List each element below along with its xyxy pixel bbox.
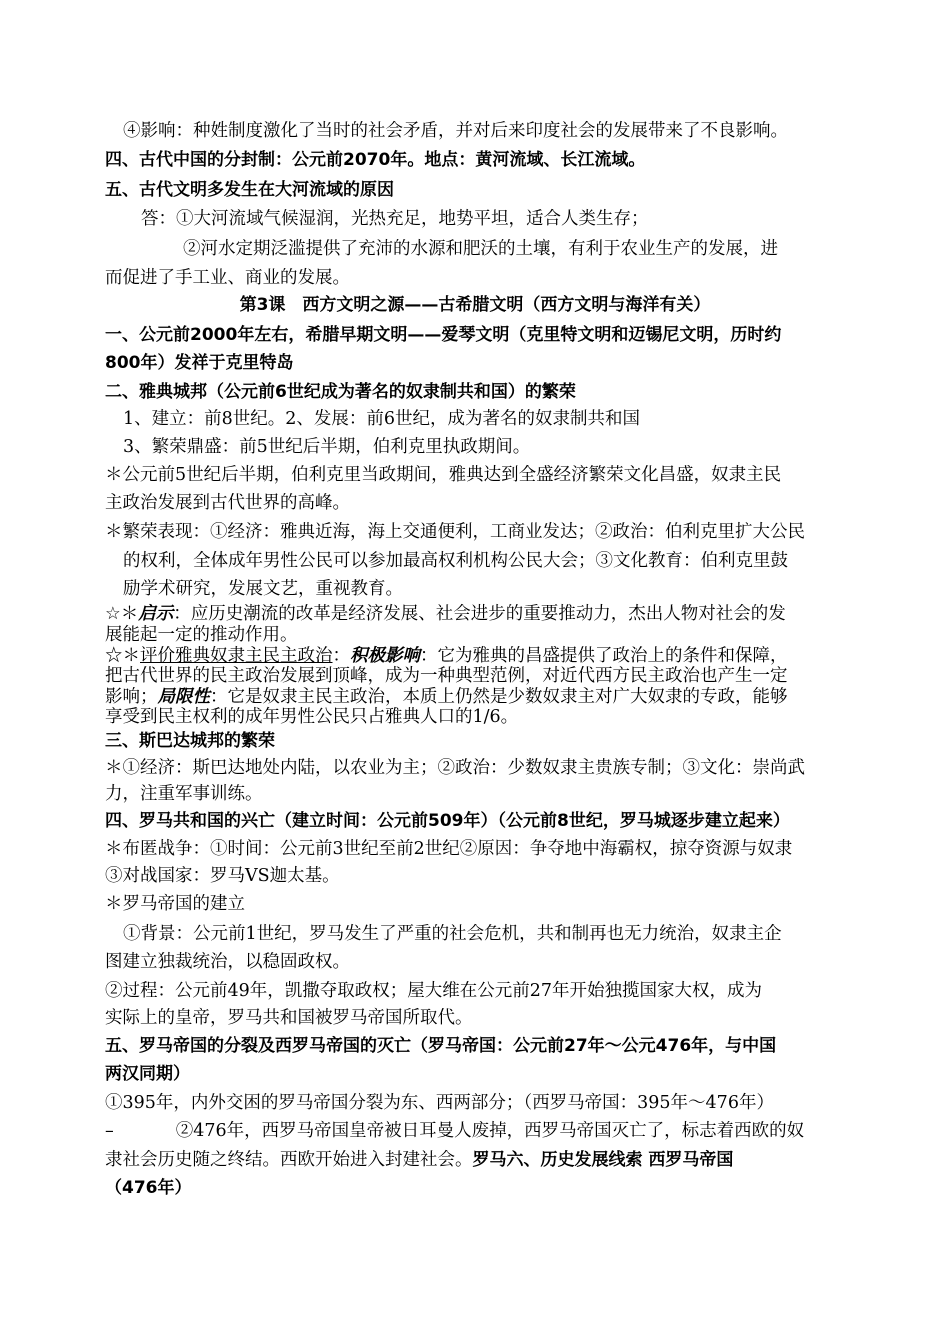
star-marker: ☆＊: [105, 646, 140, 666]
text-line: 励学术研究，发展文艺，重视教育。: [123, 579, 403, 599]
text-line: 图建立独裁统治，以稳固政权。: [105, 952, 350, 972]
inline-text: ②476年，西罗马帝国皇帝被日耳曼人废掉，西罗马帝国灭亡了，标志着西欧的奴: [175, 1121, 805, 1141]
text-line: ①395年，内外交困的罗马帝国分裂为东、西两部分；（西罗马帝国：395年～476年）: [105, 1093, 774, 1113]
text-line: ③对战国家：罗马VS迦太基。: [105, 866, 340, 886]
text-line: 把古代世界的民主政治发展到顶峰，成为一种典型范例，对近代西方民主政治也产生一定: [105, 666, 788, 686]
section-heading: 二、雅典城邦（公元前6世纪成为著名的奴隶制共和国）的繁荣: [105, 382, 576, 402]
inline-text: ：: [332, 646, 350, 666]
text-line: ＊繁荣表现：①经济：雅典近海，海上交通便利，工商业发达；②政治：伯利克里扩大公民: [105, 522, 805, 542]
section-heading: 五、罗马帝国的分裂及西罗马帝国的灭亡（罗马帝国：公元前27年～公元476年，与中国: [105, 1036, 777, 1056]
text-line: ＊①经济：斯巴达地处内陆，以农业为主；②政治：少数奴隶主贵族专制；③文化：崇尚武: [105, 758, 805, 778]
section-heading: 800年）发祥于克里特岛: [105, 353, 294, 373]
dash-marker: –: [105, 1121, 114, 1141]
text-line: 答：①大河流域气候湿润，光热充足，地势平坦，适合人类生存；: [141, 209, 649, 229]
text-line: 1、建立：前8世纪。2、发展：前6世纪，成为著名的奴隶制共和国: [123, 409, 641, 429]
text-line: 而促进了手工业、商业的发展。: [105, 268, 350, 288]
text-line: [105, 1147, 733, 1173]
lesson-title: 第3课 西方文明之源——古希腊文明（西方文明与海洋有关）: [239, 295, 711, 315]
inline-text: 影响；: [105, 687, 158, 707]
section-heading: 三、斯巴达城邦的繁荣: [105, 731, 275, 751]
inline-text: ：应历史潮流的改革是经济发展、社会进步的重要推动力，杰出人物对社会的发: [173, 604, 786, 624]
inline-label: 积极影响: [350, 646, 420, 666]
text-line: 展能起一定的推动作用。: [105, 625, 298, 645]
inline-text: 隶社会历史随之终结。西欧开始进入封建社会。: [105, 1150, 473, 1170]
text-line: 实际上的皇帝，罗马共和国被罗马帝国所取代。: [105, 1008, 473, 1028]
section-heading: 五、古代文明多发生在大河流域的原因: [105, 180, 394, 200]
text-line: ＊罗马帝国的建立: [105, 894, 245, 914]
text-line: ②过程：公元前49年，凯撒夺取政权；屋大维在公元前27年开始独揽国家大权，成为: [105, 981, 763, 1001]
text-line: ＊公元前5世纪后半期，伯利克里当政期间，雅典达到全盛经济繁荣文化昌盛，奴隶主民: [105, 465, 782, 485]
inline-text: ：它是奴隶主民主政治，本质上仍然是少数奴隶主对广大奴隶的专政，能够: [210, 687, 788, 707]
text-line: 3、繁荣鼎盛：前5世纪后半期，伯利克里执政期间。: [123, 437, 531, 457]
text-line: ＊布匿战争：①时间：公元前3世纪至前2世纪②原因：争夺地中海霸权，掠夺资源与奴隶: [105, 839, 793, 859]
text-line: 力，注重军事训练。: [105, 784, 263, 804]
inline-text: ：它为雅典的昌盛提供了政治上的条件和保障，: [420, 646, 788, 666]
inline-label: 局限性: [157, 687, 210, 707]
text-line: 主政治发展到古代世界的高峰。: [105, 493, 350, 513]
section-heading: 两汉同期）: [105, 1064, 190, 1084]
inline-label: 启示: [138, 604, 174, 624]
inline-label: 罗马六、历史发展线索 西罗马帝国: [472, 1150, 734, 1170]
section-heading: 四、罗马共和国的兴亡（建立时间：公元前509年）（公元前8世纪，罗马城逐步建立起来）: [105, 811, 790, 831]
text-line: ④影响：种姓制度激化了当时的社会矛盾，并对后来印度社会的发展带来了不良影响。: [123, 121, 788, 141]
section-heading: （476年）: [105, 1178, 192, 1198]
text-line: 的权利，全体成年男性公民可以参加最高权利机构公民大会；③文化教育：伯利克里鼓: [123, 551, 788, 571]
text-line: [105, 1118, 804, 1144]
section-heading: 一、公元前2000年左右，希腊早期文明——爱琴文明（克里特文明和迈锡尼文明，历时约: [105, 325, 782, 345]
text-line: ①背景：公元前1世纪，罗马发生了严重的社会危机，共和制再也无力统治，奴隶主企: [123, 924, 782, 944]
star-marker: ☆＊: [105, 604, 139, 624]
section-heading: 四、古代中国的分封制：公元前2070年。地点：黄河流域、长江流域。: [105, 150, 646, 170]
text-line: ②河水定期泛滥提供了充沛的水源和肥沃的土壤，有利于农业生产的发展，进: [183, 239, 778, 259]
inline-label: 评价雅典奴隶主民主政治: [140, 646, 333, 666]
text-line: 享受到民主权利的成年男性公民只占雅典人口的1/6。: [105, 707, 519, 727]
